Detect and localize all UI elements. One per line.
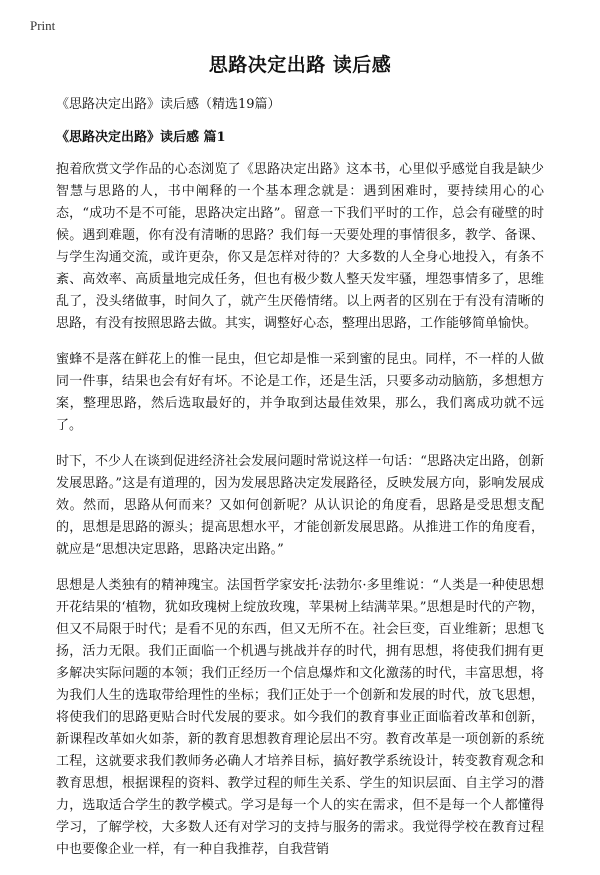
section-title: 《思路决定出路》读后感 篇1 <box>56 130 226 145</box>
document-subtitle: 《思路决定出路》读后感（精选19篇） <box>56 97 281 112</box>
paragraph: 时下，不少人在谈到促进经济社会发展问题时常说这样一句话：“思路决定出路，创新发展思路。”这是有道理的，因为发展思路决定发展路径，反映发展方向，影响发展成效。然而，思路从何而来？又如何创新呢？从认识论的角度看，思路是受思想支配的，思想是思路的源头；提高思想水平，才能创新发展思路。从推进工作的角度看，就应是“思想决定思路，思路决定出路。” <box>56 454 544 557</box>
document-page <box>56 50 544 875</box>
paragraph: 思想是人类独有的精神瑰宝。法国哲学家安托·法勃尔·多里维说：“人类是一种使思想开花结果的‘植物，犹如玫瑰树上绽放玫瑰，苹果树上结满苹果。”思想是时代的产物，但又不局限于时代；是看不见的东西，但又无所不在。社会巨变，百业维新；思想飞扬，活力无限。我们正面临一个机遇与挑战并存的时代，拥有思想，将使我们拥有更多解决实际问题的本领；我们正经历一个信息爆炸和文化激荡的时代，丰富思想，将为我们人生的选取带给理性的坐标；我们正处于一个创新和发展的时代，放飞思想，将使我们的思路更贴合时代发展的要求。如今我们的教育事业正面临着改革和创新，新课程改革如火如荼，新的教育思想教育理论层出不穷。教育改革是一项创新的系统工程，这就要求我们教师务必确人才培养目标，搞好教学系统设计，转变教育观念和教育思想，根据课程的资料、教学过程的师生关系、学生的知识层面、自主学习的潜力，选取适合学生的教学模式。学习是每一个人的实在需求，但不是每一个人都懂得学习，了解学校，大多数人还有对学习的支持与服务的需求。我觉得学校在教育过程中也要像企业一样，有一种自我推荐，自我营销 <box>56 578 544 857</box>
paragraph: 蜜蜂不是落在鲜花上的惟一昆虫，但它却是惟一采到蜜的昆虫。同样，不一样的人做同一件事，结果也会有好有坏。不论是工作，还是生活，只要多动动脑筋，多想想方案，整理思路，然后选取最好的，并争取到达最佳效果，那么，我们离成功就不远了。 <box>56 352 544 433</box>
paragraph: 抱着欣赏文学作品的心态浏览了《思路决定出路》这本书，心里似乎感觉自我是缺少智慧与思路的人，书中阐释的一个基本理念就是：遇到困难时，要持续用心的心态，“成功不是不可能，思路决定出路”。留意一下我们平时的工作，总会有碰壁的时候。遇到难题，你有没有清晰的思路？我们每一天要处理的事情很多，教学、备课、与学生沟通交流，或许更杂，你又是怎样对待的？大多数的人全身心地投入，有条不紊、高效率、高质量地完成任务，但也有极少数人整天发牢骚，埋怨事情多了，思维乱了，没头绪做事，时间久了，就产生厌倦情绪。以上两者的区别在于有没有清晰的思路，有没有按照思路去做。其实，调整好心态，整理出思路，工作能够简单愉快。 <box>56 162 544 331</box>
print-link[interactable]: Print <box>30 18 56 33</box>
page-title: 思路决定出路 读后感 <box>208 54 392 76</box>
